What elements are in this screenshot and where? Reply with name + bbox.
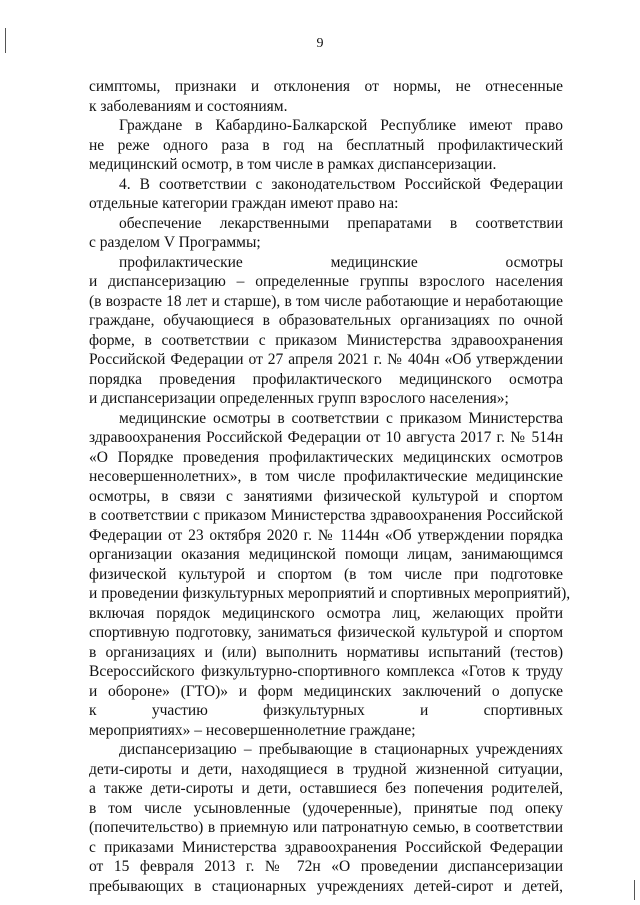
text-line: (попечительство) в приемную или патронатную семью, в соответствии [89, 819, 563, 836]
text-line: Федерации от 23 октября 2020 г. № 1144н «Об утверждении порядка [89, 526, 563, 544]
text-line: в организациях и (или) выполнить нормативы испытаний (тестов) [89, 643, 563, 661]
text-line: Всероссийского физкультурно-спортивного комплекса «Готов к труду [89, 663, 563, 680]
text-line: спортивную подготовку, заниматься физической культурой и спортом [89, 624, 563, 641]
text-line: к участию физкультурных и спортивных [89, 702, 563, 719]
text-line: обеспечение лекарственными препаратами в соответствии [119, 214, 563, 232]
text-line: профилактические медицинские осмотры [119, 253, 563, 271]
text-line: дети-сироты и дети, находящиеся в трудной жизненной ситуации, [89, 760, 563, 778]
text-line: форме, в соответствии с приказом Министерства здравоохранения [89, 331, 563, 349]
text-line: медицинский осмотр, в том числе в рамках диспансеризации. [89, 156, 497, 173]
text-line: и диспансеризации определенных групп взрослого населения»; [89, 390, 509, 407]
paragraph [89, 740, 563, 896]
text-line: и проведении физкультурных мероприятий и спортивных мероприятий), [89, 585, 571, 602]
text-line: от 15 февраля 2013 г. № 72н «О проведении диспансеризации [89, 858, 563, 875]
text-line: (в возрасте 18 лет и старше), в том числе работающие и неработающие [89, 292, 563, 310]
text-line: отдельные категории граждан имеют право на: [89, 195, 399, 212]
text-line: пребывающих в стационарных учреждениях детей-сирот и детей, [89, 877, 563, 895]
text-line: «О Порядке проведения профилактических медицинских осмотров [89, 448, 563, 466]
text-line: с разделом V Программы; [89, 234, 261, 251]
paragraph [89, 77, 563, 116]
text-line: здравоохранения Российской Федерации от 10 августа 2017 г. № 514н [89, 429, 563, 446]
text-line: в том числе усыновленные (удочеренные), принятые под опеку [89, 799, 563, 817]
page-number: 9 [316, 36, 324, 51]
scan-margin-mark-right [634, 880, 635, 900]
paragraph [89, 214, 563, 253]
text-line: диспансеризацию – пребывающие в стационарных учреждениях [119, 741, 563, 758]
text-line: осмотры, в связи с занятиями физической культурой и спортом [89, 487, 563, 505]
text-line: порядка проведения профилактического медицинского осмотра [89, 370, 563, 388]
text-line: с приказами Министерства здравоохранения Российской Федерации [89, 838, 563, 856]
text-line: физической культурой и спортом (в том числе при подготовке [89, 565, 563, 583]
text-line: медицинские осмотры в соответствии с приказом Министерства [119, 409, 563, 427]
text-line: Граждане в Кабардино-Балкарской Республике имеют право [119, 117, 563, 134]
text-line: и диспансеризацию – определенные группы взрослого населения [89, 273, 563, 290]
text-line: включая порядок медицинского осмотра лиц, желающих пройти [89, 604, 563, 622]
document-body [89, 77, 571, 896]
paragraph [89, 253, 563, 409]
text-line: организации оказания медицинской помощи лицам, занимающимся [89, 546, 563, 563]
text-line: а также дети-сироты и дети, оставшиеся без попечения родителей, [89, 780, 563, 797]
paragraph [89, 175, 563, 214]
paragraph [89, 409, 571, 741]
text-line: к заболеваниям и состояниям. [89, 97, 288, 115]
text-line: Российской Федерации от 27 апреля 2021 г. № 404н «Об утверждении [89, 351, 563, 368]
text-line: симптомы, признаки и отклонения от нормы, не отнесенные [89, 78, 563, 95]
text-line: не реже одного раза в год на бесплатный профилактический [89, 136, 563, 154]
text-line: 4. В соответствии с законодательством Российской Федерации [119, 175, 563, 193]
paragraph [89, 116, 563, 175]
text-line: несовершеннолетних», в том числе профилактические медицинские [89, 468, 563, 485]
text-line: в соответствии с приказом Министерства здравоохранения Российской [89, 507, 563, 524]
text-line: граждане, обучающиеся в образовательных организациях по очной [89, 312, 563, 329]
text-line: мероприятиях» – несовершеннолетние граждане; [89, 721, 416, 739]
text-line: и обороне» (ГТО)» и форм медицинских заключений о допуске [89, 682, 563, 700]
